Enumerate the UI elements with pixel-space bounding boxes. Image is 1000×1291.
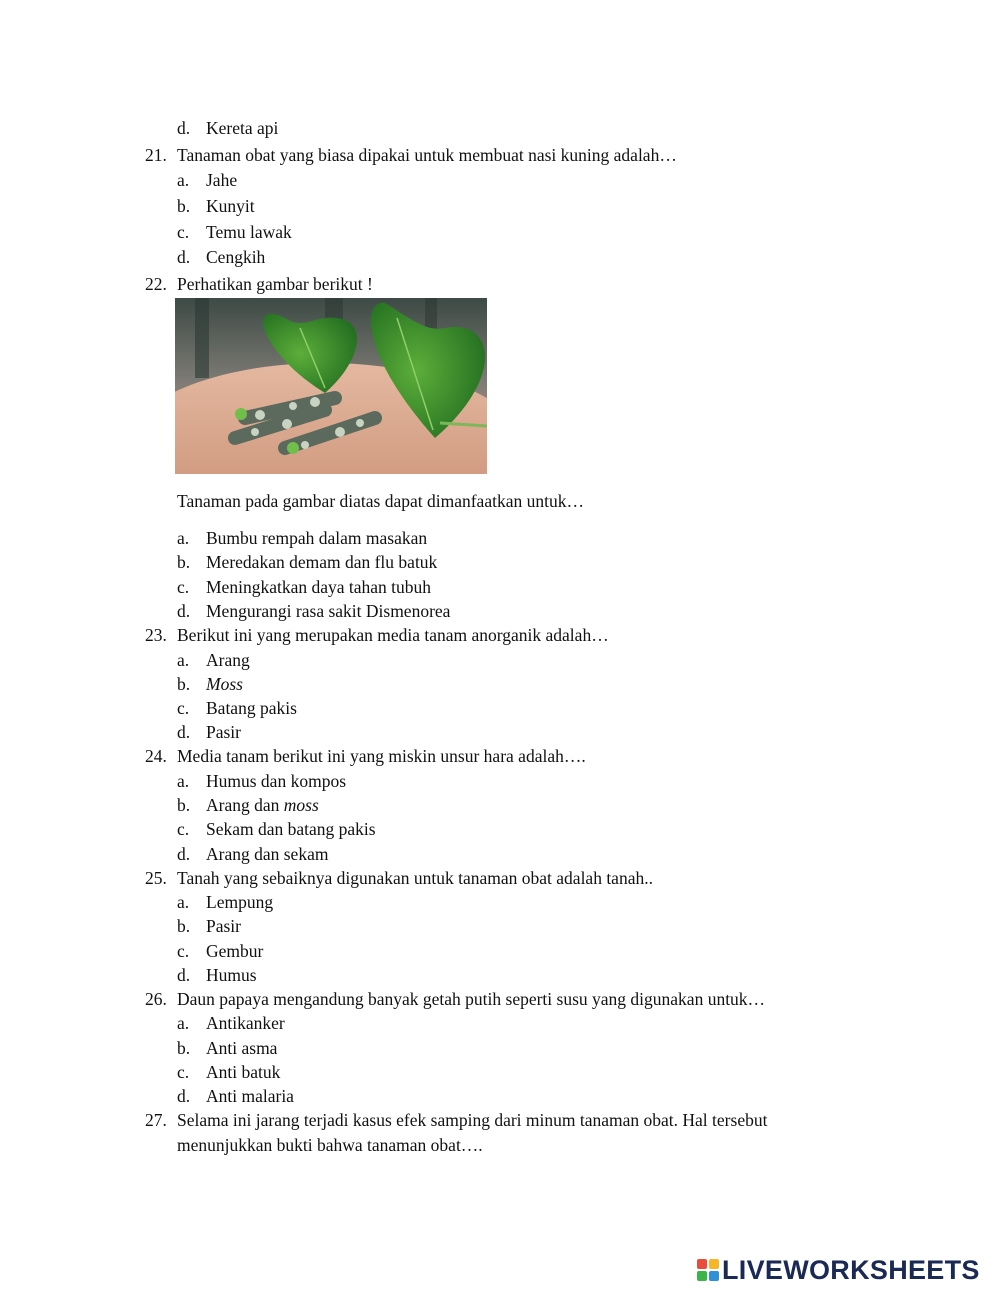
option-letter: a. bbox=[177, 1013, 190, 1033]
logo-block bbox=[709, 1259, 719, 1269]
question-number: 26. bbox=[145, 989, 167, 1009]
question-number: 25. bbox=[145, 868, 167, 888]
question-text: Tanaman obat yang biasa dipakai untuk membuat nasi kuning adalah… bbox=[177, 145, 677, 165]
question-number: 27. bbox=[145, 1110, 167, 1130]
option-text: Gembur bbox=[206, 941, 264, 961]
question-number: 22. bbox=[145, 274, 167, 294]
option-text bbox=[206, 795, 319, 815]
option-text: Mengurangi rasa sakit Dismenorea bbox=[206, 601, 451, 621]
option-text: Arang dan sekam bbox=[206, 844, 329, 864]
option-text: Anti batuk bbox=[206, 1062, 281, 1082]
logo-text: LIVEWORKSHEETS bbox=[722, 1254, 980, 1285]
option-text: Pasir bbox=[206, 916, 241, 936]
option-letter: d. bbox=[177, 118, 191, 138]
option-letter: c. bbox=[177, 819, 190, 839]
question-text: Berikut ini yang merupakan media tanam anorganik adalah… bbox=[177, 625, 609, 645]
option-letter: a. bbox=[177, 892, 190, 912]
option-letter: b. bbox=[177, 552, 191, 572]
option-letter: c. bbox=[177, 698, 190, 718]
option-text: Moss bbox=[206, 674, 243, 694]
logo-block bbox=[709, 1271, 719, 1281]
option-letter: c. bbox=[177, 1062, 190, 1082]
question-followup-text: Tanaman pada gambar diatas dapat dimanfaatkan untuk… bbox=[177, 491, 584, 511]
option-text: Kereta api bbox=[206, 118, 279, 138]
option-text: Anti asma bbox=[206, 1038, 278, 1058]
option-text: Meningkatkan daya tahan tubuh bbox=[206, 577, 432, 597]
option-text: Sekam dan batang pakis bbox=[206, 819, 376, 839]
option-text: Jahe bbox=[206, 170, 238, 190]
option-text: Bumbu rempah dalam masakan bbox=[206, 528, 428, 548]
option-letter: a. bbox=[177, 650, 190, 670]
logo-icon bbox=[697, 1259, 719, 1281]
option-letter: d. bbox=[177, 722, 191, 742]
option-letter: a. bbox=[177, 170, 190, 190]
option-text: Meredakan demam dan flu batuk bbox=[206, 552, 438, 572]
option-text: Arang bbox=[206, 650, 250, 670]
option-letter: a. bbox=[177, 771, 190, 791]
logo-block bbox=[697, 1271, 707, 1281]
option-letter: d. bbox=[177, 601, 191, 621]
plant-photo bbox=[175, 298, 487, 474]
option-text: Lempung bbox=[206, 892, 274, 912]
option-letter: d. bbox=[177, 247, 191, 267]
option-letter: b. bbox=[177, 674, 191, 694]
option-text-italic: moss bbox=[283, 795, 319, 815]
option-text: Antikanker bbox=[206, 1013, 285, 1033]
option-text: Humus dan kompos bbox=[206, 771, 346, 791]
liveworksheets-logo bbox=[697, 1255, 980, 1285]
option-text: Batang pakis bbox=[206, 698, 297, 718]
option-text: Pasir bbox=[206, 722, 241, 742]
option-letter: c. bbox=[177, 941, 190, 961]
question-number: 24. bbox=[145, 746, 167, 766]
option-text: Anti malaria bbox=[206, 1086, 294, 1106]
option-letter: d. bbox=[177, 965, 191, 985]
option-letter: b. bbox=[177, 1038, 191, 1058]
option-text-plain: Arang dan bbox=[206, 795, 284, 815]
question-text: Media tanam berikut ini yang miskin unsur hara adalah…. bbox=[177, 746, 586, 766]
option-text: Humus bbox=[206, 965, 257, 985]
option-letter: d. bbox=[177, 1086, 191, 1106]
option-text: Temu lawak bbox=[206, 222, 292, 242]
question-number: 23. bbox=[145, 625, 167, 645]
question-text: Tanah yang sebaiknya digunakan untuk tanaman obat adalah tanah.. bbox=[177, 868, 653, 888]
plant-illustration bbox=[175, 298, 487, 474]
option-letter: c. bbox=[177, 577, 190, 597]
option-letter: a. bbox=[177, 528, 190, 548]
question-text: Perhatikan gambar berikut ! bbox=[177, 274, 373, 294]
logo-block bbox=[697, 1259, 707, 1269]
option-text: Cengkih bbox=[206, 247, 266, 267]
option-letter: b. bbox=[177, 916, 191, 936]
option-letter: d. bbox=[177, 844, 191, 864]
question-number: 21. bbox=[145, 145, 167, 165]
option-letter: b. bbox=[177, 196, 191, 216]
option-letter: b. bbox=[177, 795, 191, 815]
option-text: Kunyit bbox=[206, 196, 255, 216]
question-text: Daun papaya mengandung banyak getah putih seperti susu yang digunakan untuk… bbox=[177, 989, 766, 1009]
question-text: Selama ini jarang terjadi kasus efek samping dari minum tanaman obat. Hal tersebut bbox=[177, 1110, 768, 1130]
question-text-continued: menunjukkan bukti bahwa tanaman obat…. bbox=[177, 1135, 483, 1155]
option-letter: c. bbox=[177, 222, 190, 242]
